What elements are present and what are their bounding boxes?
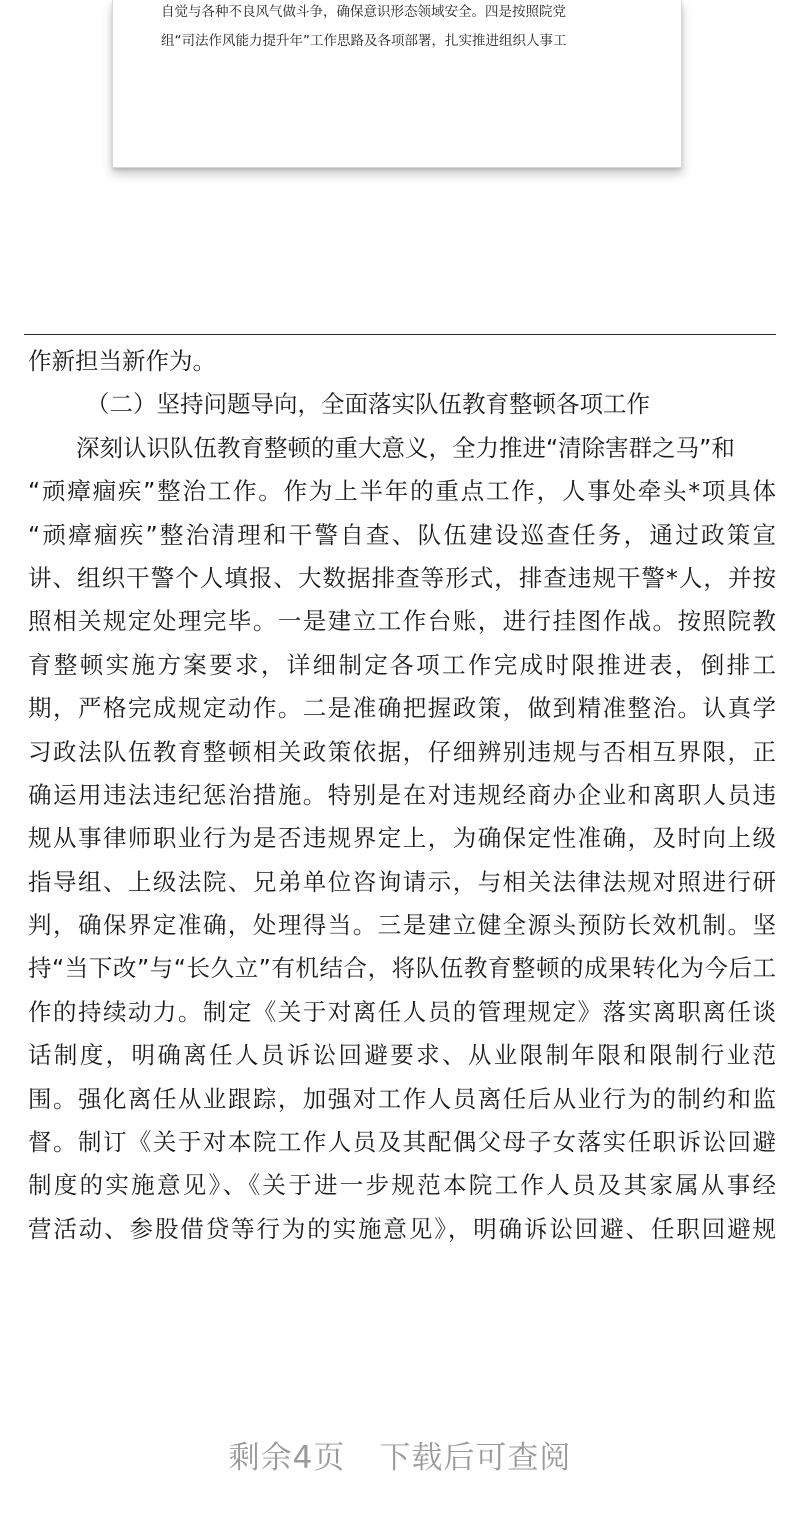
preview-line: 组“司法作风能力提升年”工作思路及各项部署，扎实推进组织人事工 [161, 33, 567, 49]
paragraph-line: 确运用违法违纪惩治措施。特别是在对违规经商办企业和离职人员违 [28, 780, 776, 809]
download-prompt[interactable] [0, 1432, 800, 1477]
remaining-pages-label: 剩余4页 [228, 1440, 346, 1476]
continuation-line: 作新担当新作为。 [28, 347, 216, 375]
download-hint-label: 下载后可查阅 [379, 1440, 572, 1476]
paragraph-line: 规从事律师职业行为是否违规界定上，为确保定性准确，及时向上级 [28, 824, 776, 853]
document-body [28, 340, 776, 1251]
section-heading: （二）坚持问题导向，全面落实队伍教育整顿各项工作 [86, 390, 650, 419]
paragraph-line: 作的持续动力。制定《关于对离任人员的管理规定》落实离职离任谈 [28, 997, 776, 1026]
preview-line: 自觉与各种不良风气做斗争，确保意识形态领域安全。四是按照院党 [161, 4, 566, 20]
paragraph-line: 指导组、上级法院、兄弟单位咨询请示，与相关法律法规对照进行研 [28, 867, 776, 896]
previous-page-preview [112, 0, 682, 168]
page-divider [24, 334, 776, 335]
paragraph-line: “顽瘴痼疾”整治清理和干警自查、队伍建设巡查任务，通过政策宣 [28, 520, 776, 549]
paragraph-line: 督。制订《关于对本院工作人员及其配偶父母子女落实任职诉讼回避 [28, 1128, 776, 1157]
paragraph-line: 习政法队伍教育整顿相关政策依据，仔细辨别违规与否相互界限，正 [28, 737, 776, 766]
paragraph-line: 话制度，明确离任人员诉讼回避要求、从业限制年限和限制行业范 [28, 1041, 776, 1070]
paragraph-line: “顽瘴痼疾”整治工作。作为上半年的重点工作，人事处牵头*项具体 [28, 477, 776, 506]
paragraph-line: 讲、组织干警个人填报、大数据排查等形式，排查违规干警*人，并按 [28, 563, 776, 592]
paragraph-line: 深刻认识队伍教育整顿的重大意义，全力推进“清除害群之马”和 [76, 433, 735, 462]
paragraph-line: 持“当下改”与“长久立”有机结合，将队伍教育整顿的成果转化为今后工 [28, 954, 776, 983]
paragraph-line: 制度的实施意见》、《关于进一步规范本院工作人员及其家属从事经 [28, 1171, 776, 1200]
paragraph-line: 育整顿实施方案要求，详细制定各项工作完成时限推进表，倒排工 [28, 650, 776, 679]
paragraph-line: 围。强化离任从业跟踪，加强对工作人员离任后从业行为的制约和监 [28, 1084, 776, 1113]
paragraph-line: 照相关规定处理完毕。一是建立工作台账，进行挂图作战。按照院教 [28, 607, 776, 636]
paragraph-line: 期，严格完成规定动作。二是准确把握政策，做到精准整治。认真学 [28, 694, 776, 723]
paragraph-line: 判，确保界定准确，处理得当。三是建立健全源头预防长效机制。坚 [28, 911, 776, 940]
paragraph-line: 营活动、参股借贷等行为的实施意见》，明确诉讼回避、任职回避规 [28, 1214, 776, 1243]
